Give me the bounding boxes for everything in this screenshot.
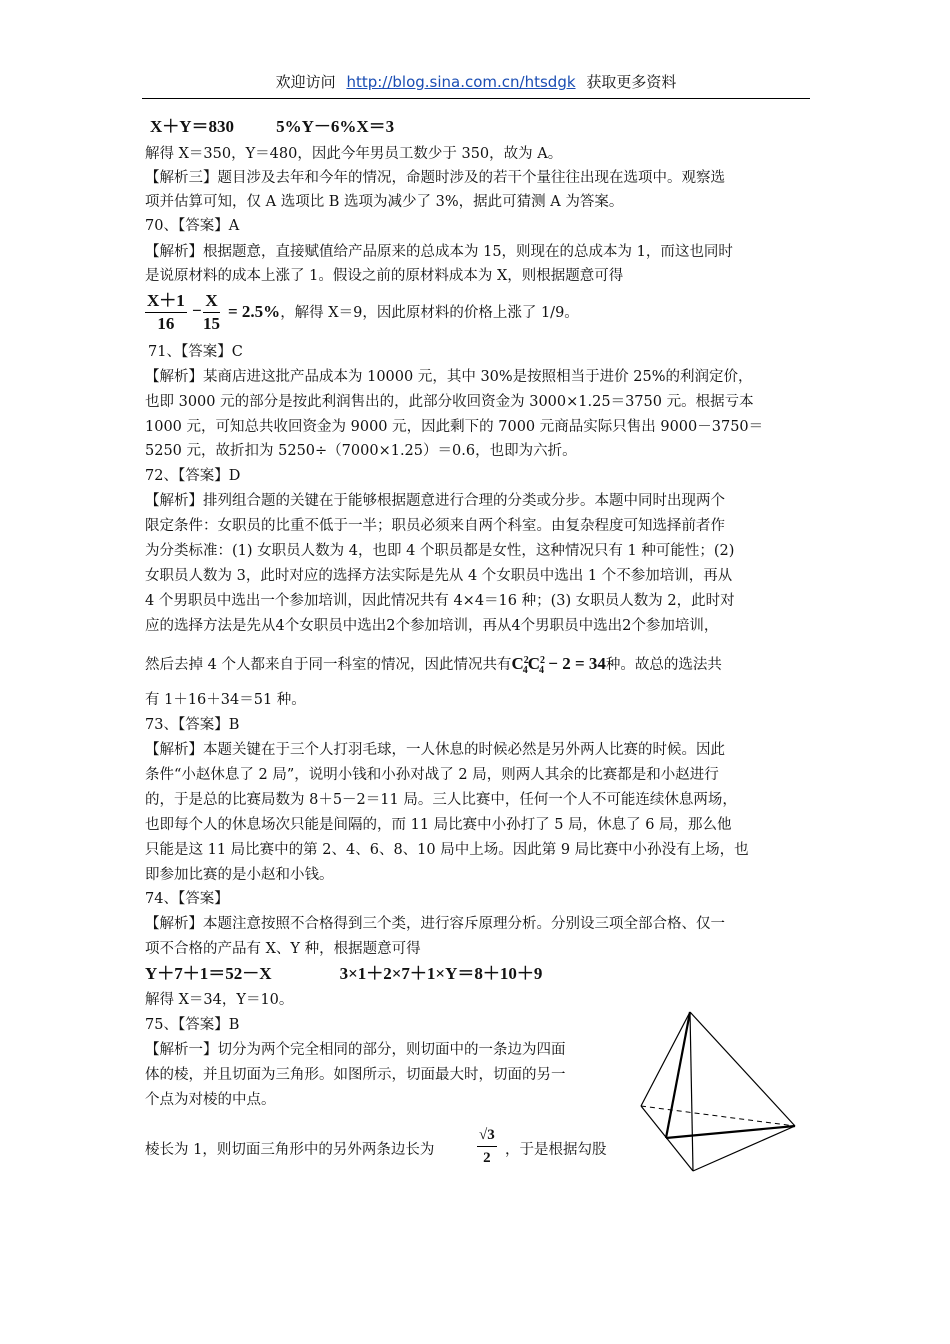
equation-left: Y＋7＋1＝52－X <box>145 964 272 983</box>
header-prefix: 欢迎访问 <box>275 73 336 91</box>
text-line: 【解析】排列组合题的关键在于能够根据题意进行合理的分类或分步。本题中同时出现两个 <box>145 493 725 509</box>
text-line: 是说原材料的成本上涨了 1。假设之前的原材料成本为 X，则根据题意可得 <box>145 268 624 284</box>
text-line: 个点为对棱的中点。 <box>145 1092 276 1108</box>
text-line: 【解析】本题关键在于三个人打羽毛球，一人休息的时候必然是另外两人比赛的时候。因此 <box>145 742 725 758</box>
answer-heading-74: 74、【答案】 <box>145 891 229 907</box>
header-blog-link[interactable]: http://blog.sina.com.cn/htsdgk <box>346 73 576 91</box>
combination-formula: $C^2_4C^2_4 - 2 = 34$ <box>511 654 606 676</box>
equation-system-74 <box>145 964 810 984</box>
text-line: 只能是这 11 局比赛中的第 2、4、6、8、10 局中上场。因此第 9 局比赛中小孙没有上场，也 <box>145 842 749 858</box>
text-line: 应的选择方法是先从4个女职员中选出2个参加培训，再从4个男职员中选出2个参加培训， <box>145 618 719 634</box>
equation-system-69 <box>150 117 815 137</box>
answer-heading-72: 72、【答案】D <box>145 468 241 484</box>
text-line: 为分类标准：(1) 女职员人数为 4，也即 4 个职员都是女性，这种情况只有 1 种可能性；(2) <box>145 543 735 559</box>
text-line: 解得 X＝350，Y＝480，因此今年男员工数少于 350，故为 A。 <box>145 146 563 162</box>
text-line: 即参加比赛的是小赵和小钱。 <box>145 867 334 883</box>
text-line: 有 1＋16＋34＝51 种。 <box>145 692 306 708</box>
text-line: 【解析】某商店进这批产品成本为 10000 元，其中 30%是按照相当于进价 25%的利润定价， <box>145 369 753 385</box>
fraction-x-over-15: $\frac{X}{15}$ <box>203 291 220 333</box>
equation-70-result: = 2.5%，解得 X＝9，因此原材料的价格上涨了 1/9。 <box>228 302 579 321</box>
minus-sign: − <box>192 301 202 320</box>
equation-right: 5%Y－6%X＝3 <box>276 117 395 136</box>
text-line: 1000 元，可知总共收回资金为 9000 元，因此剩下的 7000 元商品实际只售出 9000－3750＝ <box>145 419 764 435</box>
text-line-tail: ，于是根据勾股 <box>505 1142 607 1158</box>
equation-right: 3×1＋2×7＋1×Y＝8＋10＋9 <box>339 964 543 983</box>
fraction-x-plus-1-over-16: $\frac{X+1}{16}$ <box>147 291 185 333</box>
text-line: 也即 3000 元的部分是按此利润售出的，此部分收回资金为 3000×1.25＝3750 元。根据亏本 <box>145 394 754 410</box>
fraction-sqrt3-over-2: $\frac{√3}{2}$ <box>477 1124 497 1169</box>
text-line: 也即每个人的休息场次只能是间隔的，而 11 局比赛中小孙打了 5 局，休息了 6 局，那么他 <box>145 817 732 833</box>
text-line: 项并估算可知，仅 A 选项比 B 选项为减少了 3%，据此可猜测 A 为答案。 <box>145 194 624 210</box>
text-line: 5250 元，故折扣为 5250÷（7000×1.25）＝0.6，也即为六折。 <box>145 443 577 459</box>
equation-left: X＋Y＝830 <box>150 117 235 136</box>
text-line: 项不合格的产品有 X、Y 种，根据题意可得 <box>145 941 421 957</box>
answer-heading-71: 71、【答案】C <box>148 344 243 360</box>
text-line: 【解析】本题注意按照不合格得到三个类，进行容斥原理分析。分别设三项全部合格、仅一 <box>145 916 725 932</box>
text-line: 4 个男职员中选出一个参加培训，因此情况共有 4×4＝16 种；(3) 女职员人数为 2，此时对 <box>145 593 735 609</box>
answer-heading-75: 75、【答案】B <box>145 1017 240 1033</box>
text-line: 女职员人数为 3，此时对应的选择方法实际是先从 4 个女职员中选出 1 个不参加培训，再从 <box>145 568 733 584</box>
header-suffix: 获取更多资料 <box>586 73 677 91</box>
answer-heading-70: 70、【答案】A <box>145 218 240 234</box>
tetrahedron-diagram <box>635 1008 805 1178</box>
combination-formula-line: 然后去掉 4 个人都来自于同一科室的情况，因此情况共有$C^2_4C^2_4 - 2 = 34$种。故总的选法共 <box>145 654 722 676</box>
answer-heading-73: 73、【答案】B <box>145 717 240 733</box>
text-line: 【解析一】切分为两个完全相同的部分，则切面中的一条边为四面 <box>145 1042 566 1058</box>
text-line: 【解析】根据题意，直接赋值给产品原来的总成本为 15，则现在的总成本为 1，而这也同时 <box>145 244 733 260</box>
sqrt-line: 棱长为 1，则切面三角形中的另外两条边长为 <box>145 1142 435 1158</box>
page-header <box>142 68 810 98</box>
text-line: 【解析三】题目涉及去年和今年的情况，命题时涉及的若干个量往往出现在选项中。观察选 <box>145 170 725 186</box>
text-line: 体的棱，并且切面为三角形。如图所示，切面最大时，切面的另一 <box>145 1067 566 1083</box>
text-line: 的，于是总的比赛局数为 8＋5－2＝11 局。三人比赛中，任何一个人不可能连续休息两场， <box>145 792 737 808</box>
text-line: 限定条件：女职员的比重不低于一半；职员必须来自两个科室。由复杂程度可知选择前者作 <box>145 518 725 534</box>
header-divider <box>142 98 810 99</box>
text-line: 条件“小赵休息了 2 局”，说明小钱和小孙对战了 2 局，则两人其余的比赛都是和小赵进行 <box>145 767 719 783</box>
text-line: 解得 X＝34，Y＝10。 <box>145 992 294 1008</box>
